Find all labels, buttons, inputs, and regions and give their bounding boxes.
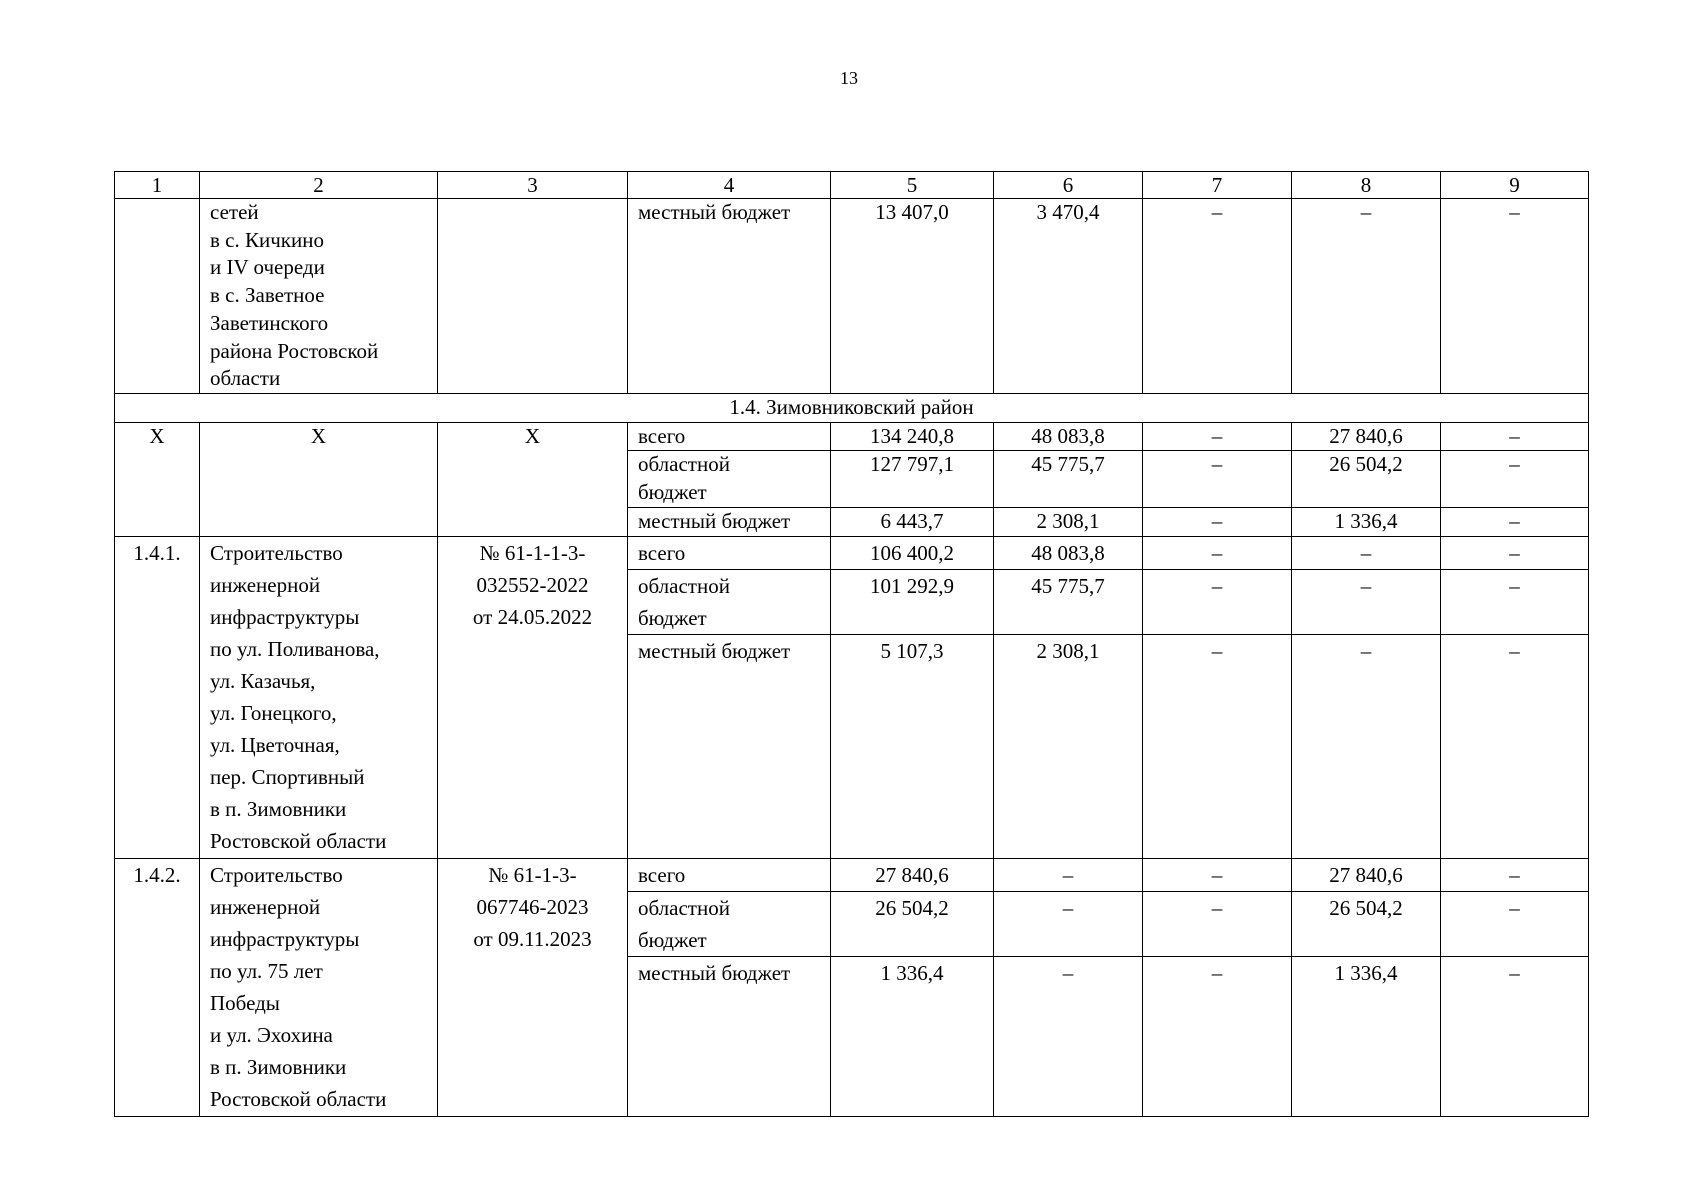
value-cell: 3 470,4: [994, 199, 1143, 394]
funding-source-cell: областной бюджет: [628, 569, 831, 634]
value-cell: 101 292,9: [831, 569, 994, 634]
value-cell: 1 336,4: [1292, 507, 1441, 536]
value-cell: –: [1441, 451, 1589, 507]
value-cell: 27 840,6: [1292, 422, 1441, 451]
object-name-cell: сетей в с. Кичкино и IV очереди в с. Заветное Заветинского района Ростовской области: [200, 199, 438, 394]
col-header-6: 6: [994, 172, 1143, 199]
value-cell: –: [1143, 858, 1292, 891]
value-cell: 1 336,4: [831, 956, 994, 1116]
col-header-9: 9: [1441, 172, 1589, 199]
value-cell: 134 240,8: [831, 422, 994, 451]
value-cell: –: [1292, 199, 1441, 394]
col-header-1: 1: [115, 172, 200, 199]
value-cell: –: [1441, 507, 1589, 536]
page-number: 13: [840, 68, 858, 88]
value-cell: 1 336,4: [1292, 956, 1441, 1116]
value-cell: 2 308,1: [994, 634, 1143, 858]
value-cell: –: [1143, 451, 1292, 507]
value-cell: –: [994, 956, 1143, 1116]
col-header-4: 4: [628, 172, 831, 199]
value-cell: 45 775,7: [994, 569, 1143, 634]
document-cell: Х: [438, 422, 628, 536]
value-cell: –: [1441, 858, 1589, 891]
value-cell: –: [1441, 569, 1589, 634]
row-number-cell: 1.4.2.: [115, 858, 200, 1116]
value-cell: 27 840,6: [831, 858, 994, 891]
funding-source-cell: всего: [628, 858, 831, 891]
funding-source-cell: всего: [628, 536, 831, 569]
value-cell: 48 083,8: [994, 422, 1143, 451]
table-row: [115, 199, 1589, 394]
table-row: [115, 536, 1589, 569]
row-number-cell: Х: [115, 422, 200, 536]
col-header-2: 2: [200, 172, 438, 199]
row-number-cell: [115, 199, 200, 394]
funding-source-cell: всего: [628, 422, 831, 451]
value-cell: –: [1143, 956, 1292, 1116]
value-cell: 106 400,2: [831, 536, 994, 569]
value-cell: 45 775,7: [994, 451, 1143, 507]
value-cell: –: [1143, 199, 1292, 394]
object-name-cell: Строительство инженерной инфраструктуры по ул. Поливанова, ул. Казачья, ул. Гонецкого, ул. Цветочная, пер. Спортивный в п. Зимовники Ростовской области: [200, 536, 438, 858]
object-name-cell: Х: [200, 422, 438, 536]
value-cell: –: [1292, 569, 1441, 634]
funding-source-cell: местный бюджет: [628, 199, 831, 394]
column-number-row: [115, 172, 1589, 199]
value-cell: –: [1441, 422, 1589, 451]
value-cell: –: [1441, 891, 1589, 956]
col-header-7: 7: [1143, 172, 1292, 199]
row-number-cell: 1.4.1.: [115, 536, 200, 858]
value-cell: 27 840,6: [1292, 858, 1441, 891]
funding-source-cell: местный бюджет: [628, 634, 831, 858]
value-cell: 2 308,1: [994, 507, 1143, 536]
budget-table: [114, 171, 1589, 1117]
value-cell: –: [1143, 634, 1292, 858]
col-header-8: 8: [1292, 172, 1441, 199]
value-cell: 26 504,2: [1292, 891, 1441, 956]
value-cell: –: [994, 891, 1143, 956]
table-row: [115, 858, 1589, 891]
value-cell: –: [1292, 634, 1441, 858]
value-cell: –: [1143, 569, 1292, 634]
value-cell: –: [1143, 422, 1292, 451]
value-cell: –: [1441, 199, 1589, 394]
value-cell: –: [994, 858, 1143, 891]
object-name-cell: Строительство инженерной инфраструктуры по ул. 75 лет Победы и ул. Эхохина в п. Зимовники Ростовской области: [200, 858, 438, 1116]
value-cell: –: [1441, 536, 1589, 569]
funding-source-cell: местный бюджет: [628, 956, 831, 1116]
col-header-5: 5: [831, 172, 994, 199]
value-cell: 6 443,7: [831, 507, 994, 536]
value-cell: –: [1143, 507, 1292, 536]
value-cell: 13 407,0: [831, 199, 994, 394]
value-cell: –: [1292, 536, 1441, 569]
table-row: [115, 422, 1589, 451]
document-cell: № 61-1-1-3- 032552-2022 от 24.05.2022: [438, 536, 628, 858]
funding-source-cell: областной бюджет: [628, 891, 831, 956]
value-cell: –: [1441, 956, 1589, 1116]
value-cell: –: [1143, 891, 1292, 956]
document-cell: [438, 199, 628, 394]
funding-source-cell: областной бюджет: [628, 451, 831, 507]
value-cell: 26 504,2: [1292, 451, 1441, 507]
section-title-row: [115, 394, 1589, 423]
col-header-3: 3: [438, 172, 628, 199]
section-title: 1.4. Зимовниковский район: [115, 394, 1589, 423]
value-cell: 5 107,3: [831, 634, 994, 858]
value-cell: 26 504,2: [831, 891, 994, 956]
value-cell: 48 083,8: [994, 536, 1143, 569]
value-cell: –: [1143, 536, 1292, 569]
funding-source-cell: местный бюджет: [628, 507, 831, 536]
document-cell: № 61-1-3- 067746-2023 от 09.11.2023: [438, 858, 628, 1116]
value-cell: 127 797,1: [831, 451, 994, 507]
value-cell: –: [1441, 634, 1589, 858]
